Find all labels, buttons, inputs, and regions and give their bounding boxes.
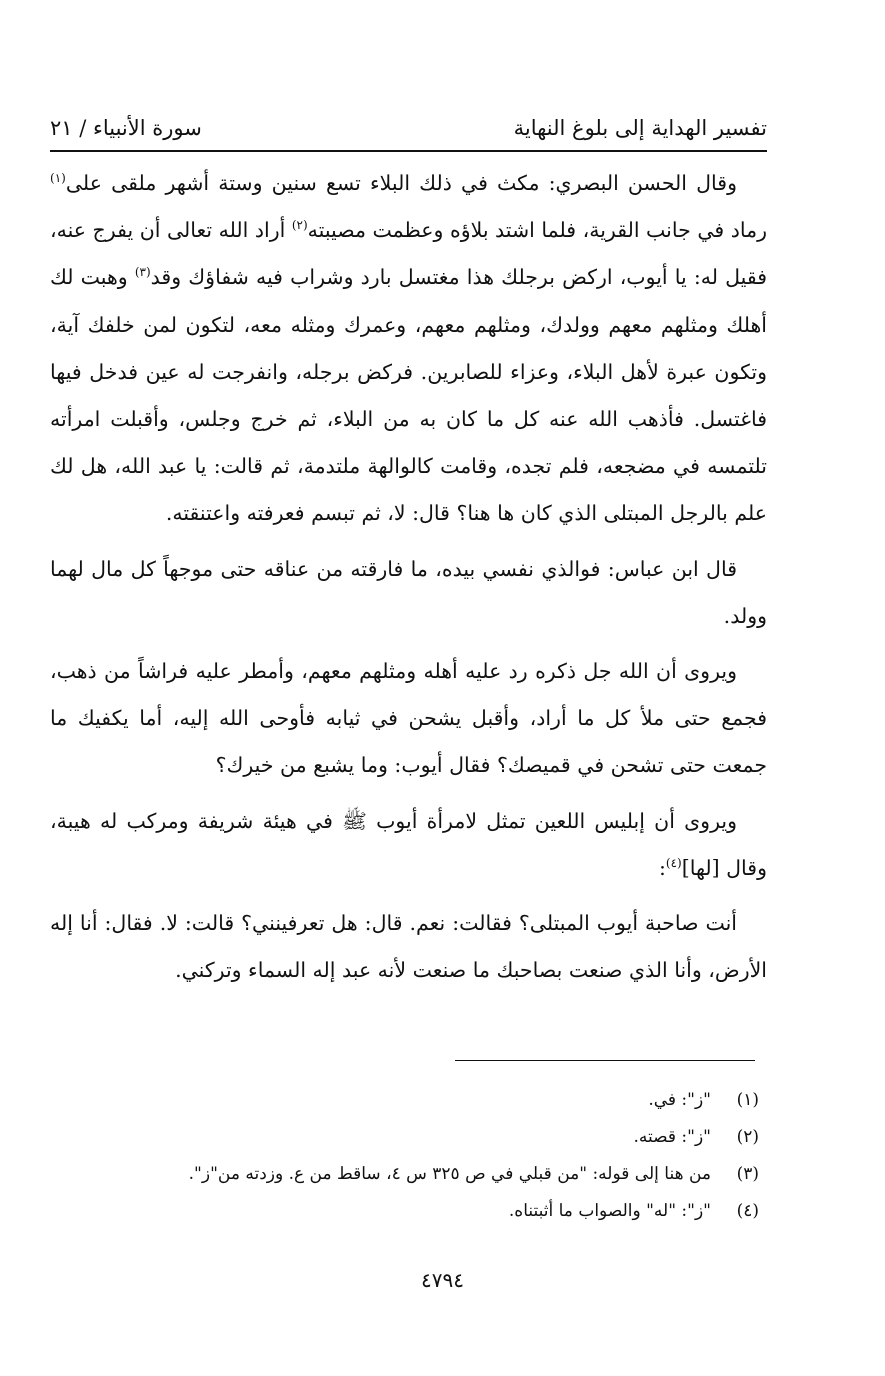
footnote-text: "ز": قصته. (633, 1127, 711, 1147)
paragraph-gold-rain: ويروى أن الله جل ذكره رد عليه أهله ومثلهم معهم، وأمطر عليه فراشاً من ذهب، فجمع حتى ملأ كل ما أراد، وأقبل يشحن في ثيابه فأوحى الله إليه، أما يكفيك ما جمعت حتى تشحن في قميصك؟ فقال أيوب: وما يشبع من خيرك؟ (50, 659, 767, 778)
surah-reference: سورة الأنبياء / ٢١ (50, 116, 202, 140)
running-head (50, 108, 767, 148)
footnote-text: "ز": "له" والصواب ما أثبتناه. (508, 1201, 711, 1221)
footnote-number: (١) (736, 1090, 759, 1110)
main-text (50, 160, 767, 994)
footnote-ref-2: (٢) (291, 218, 308, 233)
book-title: تفسير الهداية إلى بلوغ النهاية (513, 116, 767, 140)
footnote-3 (50, 1159, 759, 1196)
footnote-text: "ز": في. (648, 1090, 711, 1110)
footnote-1 (50, 1085, 759, 1122)
paragraph-hasan-basri: وقال الحسن البصري: مكث في ذلك البلاء تسع سنين وستة أشهر ملقى على$^{(١)}$ رماد في جانب القرية، فلما اشتد بلاؤه وعظمت مصيبته$^{(٢)}$ أراد الله تعالى أن يفرج عنه، فقيل له: يا أيوب، اركض برجلك هذا مغتسل بارد وشراب فيه شفاؤك وقد$^{(٣)}$ وهبت لك أهلك ومثلهم معهم وولدك، ومثلهم معهم، وعمرك ومثله معه، لتكون لمن خلفك آية، وتكون عبرة لأهل البلاء، وعزاء للصابرين. فركض برجله، وانفرجت له عين فدخل فيها فاغتسل. فأذهب الله عنه كل ما كان به من البلاء، ثم خرج وجلس، وأقبلت امرأته تلتمسه في مضجعه، فلم تجده، وقامت كالوالهة ملتدمة، ثم قالت: يا عبد الله، هل لك علم بالرجل المبتلى الذي كان ها هنا؟ قال: لا، ثم تبسم فعرفته واعتنقته. (50, 171, 767, 526)
paragraph-ibn-abbas: قال ابن عباس: فوالذي نفسي بيده، ما فارقته من عناقه حتى موجهاً كل مال لهما وولد. (50, 556, 767, 628)
footnotes (50, 1085, 759, 1233)
footnote-ref-1: (١) (50, 171, 66, 186)
footnote-4 (50, 1196, 759, 1233)
footnote-ref-3: (٣) (134, 265, 151, 280)
footnote-2 (50, 1122, 759, 1159)
footnote-number: (٣) (736, 1164, 759, 1184)
header-rule (50, 150, 767, 152)
footnote-ref-4: (٤) (665, 856, 682, 871)
paragraph-dialogue: أنت صاحبة أيوب المبتلى؟ فقالت: نعم. قال: هل تعرفينني؟ قالت: لا. فقال: أنا إله الأرض، وأنا الذي صنعت بصاحبك ما صنعت لأنه عبد إله السماء وتركني. (50, 911, 767, 983)
footnote-rule (455, 1060, 755, 1061)
page-number: ٤٧٩٤ (421, 1268, 464, 1292)
footnote-number: (٤) (736, 1201, 759, 1221)
footnote-number: (٢) (736, 1127, 759, 1147)
paragraph-iblis: ويروى أن إبليس اللعين تمثل لامرأة أيوب ﷺ في هيئة شريفة ومركب له هيبة، وقال [لها]$^{(٤)}$: (50, 808, 767, 880)
footnote-text: من هنا إلى قوله: "من قبلي في ص ٣٢٥ س ٤، ساقط من ع. وزدته من"ز". (188, 1164, 711, 1184)
